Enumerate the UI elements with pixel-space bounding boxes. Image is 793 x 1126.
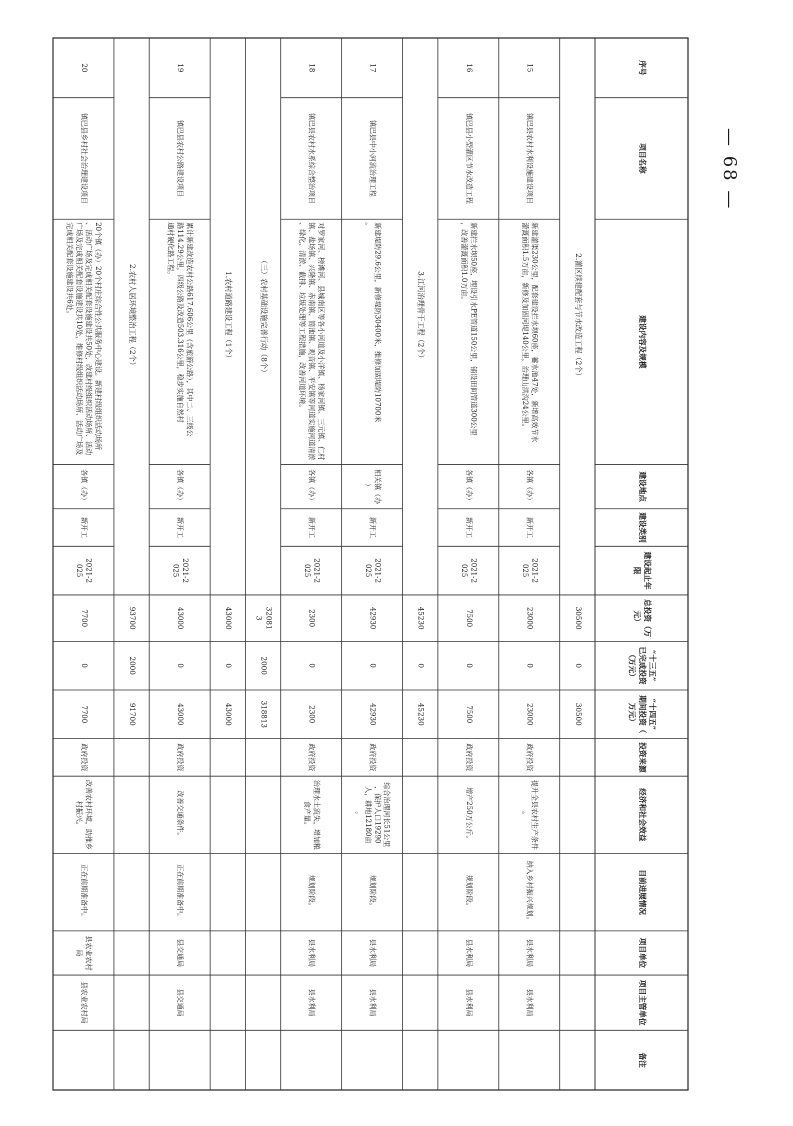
cell-years: 2021-2025	[302, 558, 321, 583]
cell-unit: 县农业农村局	[75, 935, 93, 971]
column-header: 建设类别	[637, 512, 647, 543]
cell-content: 新建堤防29.6公里，新修堤防30400米，维修加固堤防10700米。	[363, 222, 382, 423]
column-header: 备注	[637, 1052, 647, 1068]
cell-years: 2021-2025	[75, 558, 93, 583]
cell-kind: 新开工	[464, 517, 473, 539]
cell-years: 2021-2025	[520, 558, 539, 583]
cell-name: 镇巴县中小河流治理工程	[368, 119, 377, 197]
cell-total: 23000	[525, 607, 534, 630]
cell-progress: 规划阶段。	[464, 874, 473, 910]
cell-dept: 县水利局	[525, 988, 534, 1017]
cell-place: 各镇（办）	[464, 469, 473, 505]
cell-benefit: 改善交通条件。	[176, 790, 185, 840]
cell-progress: 规划阶段。	[307, 874, 316, 910]
column-header: “十四五”期间投资（万元）	[627, 695, 658, 734]
page-number: — 68 —	[719, 128, 740, 211]
cell-place: 相关镇（办）	[363, 469, 382, 505]
section-done13: 0	[573, 663, 583, 668]
section-plan14: 30500	[573, 702, 583, 726]
cell-done13: 0	[307, 663, 316, 668]
cell-benefit: 改善农村环境，助推乡村振兴。	[75, 779, 93, 850]
cell-source: 政府投资	[307, 743, 316, 772]
cell-plan14: 2300	[307, 705, 316, 724]
cell-dept: 县农业农村局	[79, 981, 88, 1024]
cell-years: 2021-2025	[363, 558, 382, 583]
cell-total: 43000	[176, 607, 185, 630]
cell-content: 新建灌渠230公里，配套建设拦水坝60座，蓄水池47处，新增高效节水灌溉面积1.5万亩，新修及加固河堤140公里，治理山洪沟24公里。	[520, 222, 539, 443]
cell-progress: 纳入乡村振兴规划。	[525, 860, 534, 924]
section-total: 30500	[573, 606, 583, 630]
cell-kind: 新开工	[79, 517, 88, 539]
column-header: 项目名称	[637, 143, 647, 174]
cell-plan14: 7700	[79, 705, 88, 724]
section-title: （三）农村基础设施完善行动（8个）	[259, 256, 269, 377]
cell-content: 累计新建改造农村公路617.606公里（含旅游公路），其中二、三级公路114.29公里，四级公路及改造503.316公里，稳步实施自然村通村硬化路工程。	[166, 222, 194, 437]
cell-plan14: 42930	[368, 703, 377, 726]
column-header: 建设起止年限	[632, 551, 652, 590]
section-total: 93700	[127, 606, 137, 630]
cell-unit: 县水利局	[368, 938, 377, 967]
column-header: “十三五”已完成投资（万元）	[627, 646, 658, 685]
cell-source: 政府投资	[525, 743, 534, 772]
cell-kind: 新开工	[307, 517, 316, 539]
cell-done13: 0	[176, 663, 185, 668]
column-header: 总投资（万元）	[632, 599, 652, 638]
column-header: 项目主管单位	[637, 979, 647, 1026]
column-header: 建设内容及规模	[637, 315, 647, 369]
section-done13: 2000	[259, 656, 269, 675]
cell-unit: 县交通局	[176, 938, 185, 967]
cell-benefit: 增产250万公斤。	[464, 787, 473, 843]
cell-kind: 新开工	[176, 517, 185, 539]
cell-done13: 0	[525, 663, 534, 668]
cell-seq: 15	[525, 63, 534, 73]
cell-place: 各镇（办）	[79, 469, 88, 505]
cell-total: 2300	[307, 609, 316, 628]
section-title: 2.灌区续建配套与节水改造工程（2个）	[573, 253, 583, 380]
cell-source: 政府投资	[464, 743, 473, 772]
cell-years: 2021-2025	[171, 558, 189, 583]
cell-unit: 县水利局	[464, 938, 473, 967]
section-done13: 0	[416, 663, 426, 668]
column-header: 投资来源	[637, 742, 647, 773]
section-done13: 2000	[127, 656, 137, 675]
cell-place: 各镇（办）	[176, 469, 185, 505]
section-done13: 0	[224, 663, 234, 668]
cell-place: 各镇（办）	[525, 469, 534, 505]
cell-done13: 0	[368, 663, 377, 668]
cell-name: 镇巴县乡村社会治理建设项目	[79, 112, 88, 204]
cell-content: 20个镇（办）20个村庄综合性公共服务中心建设。新建村级组织活动场所、活动广场及完成相关配套设施建设共50处，改建村级组织活动场所、活动广场及完成相关配套设施建设共10处，维修村级组织活动场所、活动广场及完成相关配套设施建设共6处。	[65, 222, 103, 456]
cell-benefit: 治理水土流失，增加粮食产量。	[302, 779, 321, 850]
cell-dept: 县水利局	[464, 988, 473, 1017]
cell-progress: 正在前期准备中。	[79, 864, 88, 921]
section-title: 1.农村道路建设工程（1个）	[224, 271, 234, 362]
section-total: 45230	[416, 606, 426, 630]
column-header: 建设地点	[637, 471, 647, 502]
section-total: 43000	[224, 606, 234, 630]
cell-seq: 19	[176, 63, 185, 73]
section-total: 320813	[254, 606, 274, 630]
cell-dept: 县交通局	[176, 988, 185, 1017]
cell-unit: 县水利局	[525, 938, 534, 967]
column-header: 经济和社会效益	[637, 788, 647, 842]
column-header: 序号	[637, 60, 647, 76]
cell-done13: 0	[79, 663, 88, 668]
cell-dept: 县水利局	[307, 988, 316, 1017]
cell-plan14: 43000	[176, 703, 185, 726]
cell-progress: 规划阶段。	[368, 874, 377, 910]
column-header: 项目单位	[637, 937, 647, 969]
cell-name: 镇巴县小型灌区节水改造工程	[464, 112, 473, 204]
cell-seq: 18	[307, 63, 316, 73]
cell-kind: 新开工	[525, 517, 534, 539]
cell-name: 镇巴县农村水利设施建设项目	[525, 112, 534, 204]
cell-plan14: 7500	[464, 705, 473, 724]
cell-name: 镇巴县农村公路建设项目	[176, 119, 185, 197]
cell-done13: 0	[464, 663, 473, 668]
cell-content: 新建拦水坝50座，埋设引水PE管道150公里，铺设田间管道300公里，改善灌溉面积1.0万亩。	[460, 222, 478, 436]
cell-source: 政府投资	[368, 743, 377, 772]
cell-name: 镇巴县农村水系综合整治项目	[307, 112, 316, 204]
cell-plan14: 23000	[525, 703, 534, 726]
cell-source: 政府投资	[79, 743, 88, 772]
cell-progress: 正在前期准备中。	[176, 864, 185, 921]
cell-total: 7700	[79, 609, 88, 628]
cell-benefit: 综合治理河长51公里，保护人口19290人，耕地12180亩。	[354, 782, 391, 848]
section-plan14: 91700	[127, 702, 137, 726]
section-plan14: 43000	[224, 702, 234, 726]
column-header: 目前进展情况	[637, 869, 647, 915]
cell-place: 各镇（办）	[307, 469, 316, 505]
cell-seq: 20	[79, 63, 88, 73]
section-title: 2.农村人居环境整治工程（2个）	[127, 264, 137, 369]
cell-unit: 县水利局	[307, 938, 316, 967]
cell-years: 2021-2025	[460, 558, 478, 583]
section-title: 3.江河治理骨干工程（2个）	[416, 271, 426, 362]
cell-seq: 17	[368, 63, 377, 73]
cell-dept: 县水利局	[368, 988, 377, 1017]
cell-kind: 新开工	[368, 517, 377, 539]
section-plan14: 45230	[416, 702, 426, 726]
section-plan14: 318813	[259, 700, 269, 729]
cell-total: 7500	[464, 609, 473, 628]
cell-total: 42930	[368, 607, 377, 630]
cell-benefit: 提升全县农村生产条件。	[520, 779, 539, 850]
cell-seq: 16	[464, 63, 473, 73]
cell-source: 政府投资	[176, 743, 185, 772]
cell-content: 对罗家河、榜滩河、县城南区等各小河道及小洋镇、杨家河镇、三元镇、仁村镇、盐场镇、兴隆镇、赤南镇、简池镇、观音镇、平安镇等河道实施河道清淤、绿化、清淤、截排、垃圾处理等工程措施，改善河道环境。	[298, 222, 326, 461]
